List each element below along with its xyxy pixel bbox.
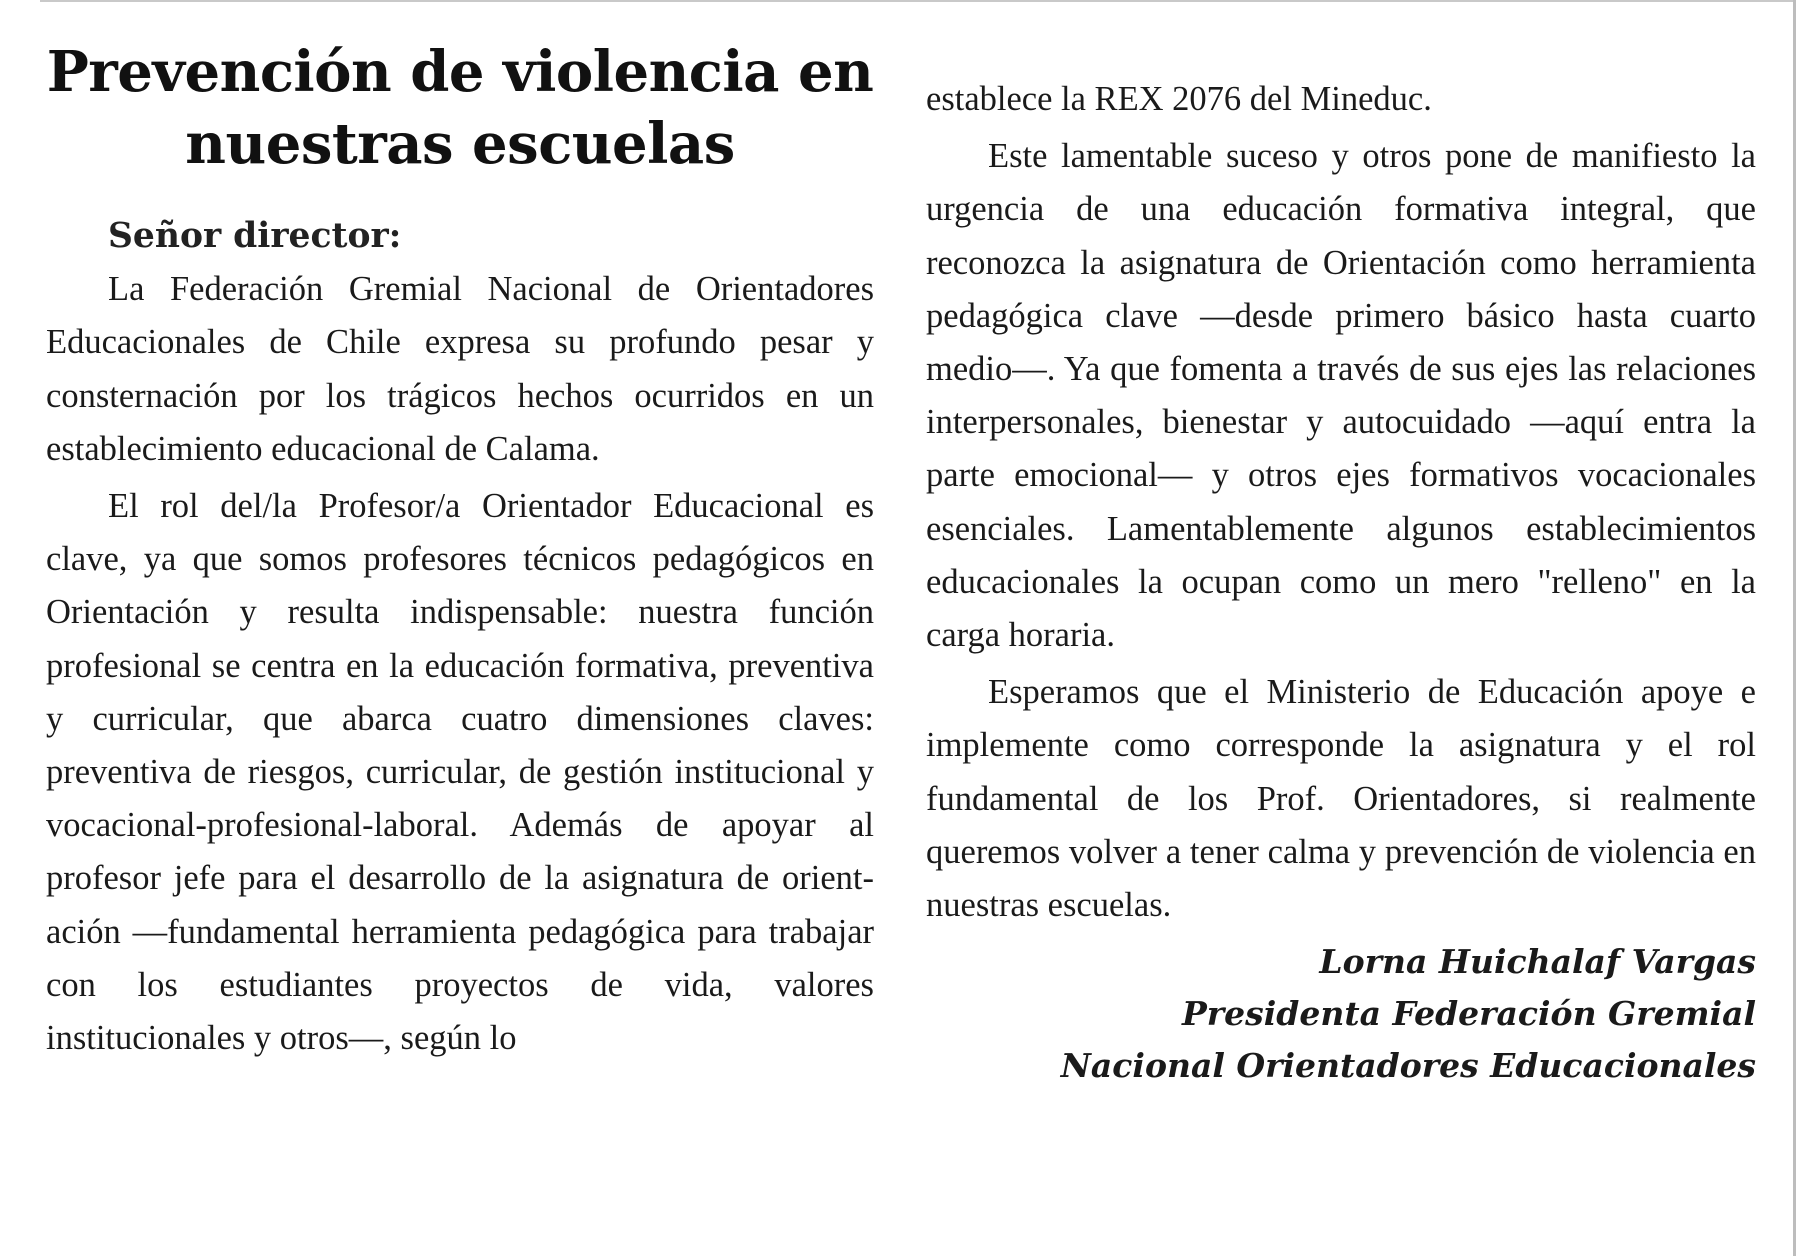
paragraph-4: Esperamos que el Ministerio de Educación apoye e implemente como corresponde la asignatura y el rol fundamental de los Prof. Orientadores, si realmente queremos volver a tener calma y prevención de violencia en nuestras escuelas. [926, 673, 1756, 925]
headline-line-1: Prevención de violencia en [46, 39, 874, 105]
headline-line-2: nuestras escuelas [185, 111, 735, 177]
signature-name: Lorna Huichalaf Vargas [1319, 942, 1756, 982]
headline [46, 36, 874, 180]
signature-block [926, 936, 1756, 1092]
paragraph-2-continuation: establece la REX 2076 del Mineduc. [926, 80, 1432, 118]
signature-title-line-2: Nacional Orientadores Educacionales [1060, 1046, 1756, 1086]
paragraph-1: La Federación Gremial Nacional de Orientadores Educacionales de Chile expresa su profundo pesar y consternación por los trágicos hechos ocurridos en un establecimiento educacional de Calama. [46, 270, 874, 468]
paragraph-3: Este lamentable suceso y otros pone de manifiesto la urgencia de una educación formativa integral, que reconozca la asignatura de Orientación como herramienta pedagógica clave —desde primero básico hasta cuarto medio—. Ya que fomenta a través de sus ejes las relaciones interpersonales, bienestar y autocuidado —aquí entra la parte emocional— y otros ejes formativos vocacionales esenciales. Lamentablemente algunos establecimientos educacionales la ocupan como un mero "relleno" en la carga horaria. [926, 137, 1756, 655]
right-column [926, 0, 1756, 1092]
left-column [46, 0, 874, 1069]
paragraph-2: El rol del/la Profesor/a Orientador Educacional es clave, ya que somos profesores técnicos pedagógicos en Orientación y resulta indispensable: nuestra función profesional se centra en la educación formativa, preventiva y curricular, que abarca cuatro dimensiones claves: preventiva de riesgos, curricular, de gestión institucional y vocacional-profesional-laboral. Además de apoyar al profesor jefe para el desarrollo de la asignatura de orientación —fundamental herramienta pedagógica para trabajar con los estudiantes proyectos de vida, valores institucionales y otros—, según lo [46, 487, 874, 1058]
signature-title-line-1: Presidenta Federación Gremial [1181, 994, 1756, 1034]
salutation: Señor director: [108, 216, 402, 256]
